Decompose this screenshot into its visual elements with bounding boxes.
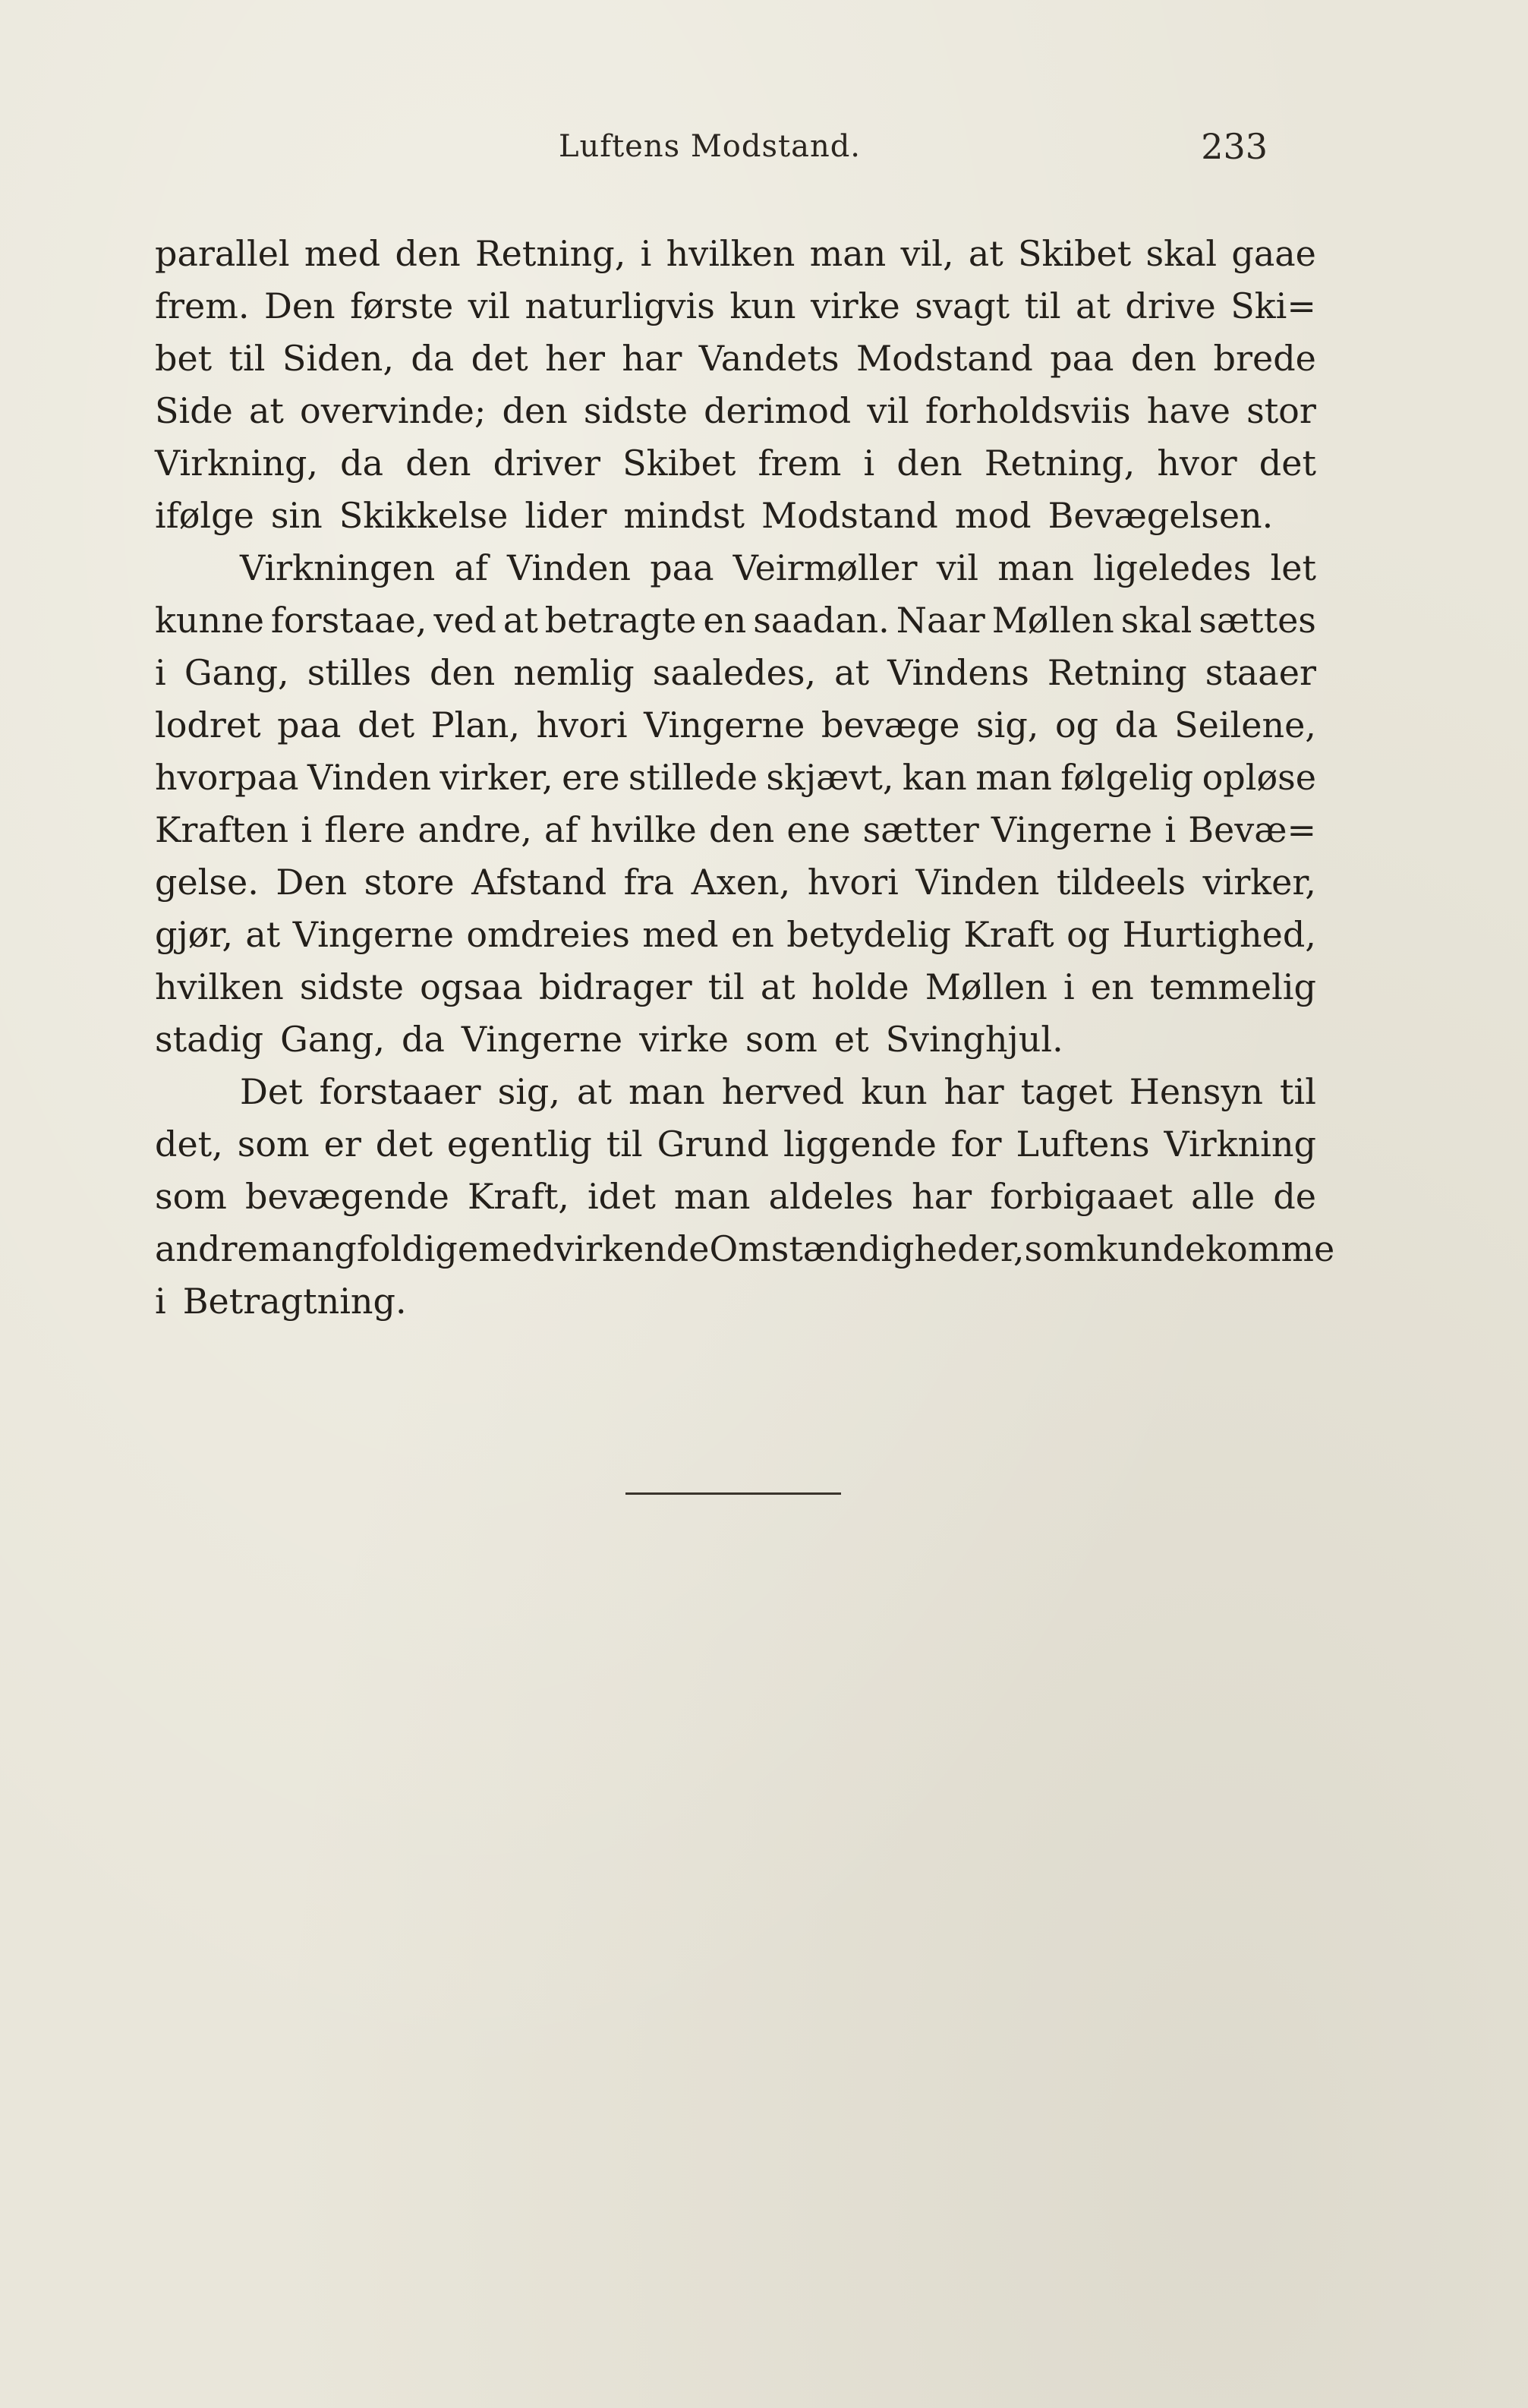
text-line: som bevægende Kraft, idet man aldeles har forbigaaet alle de [155, 1176, 1316, 1217]
page-number: 233 [1201, 126, 1268, 167]
text-line: hvilken sidste ogsaa bidrager til at holde Møllen i en temmelig [155, 966, 1316, 1007]
text-line: Kraften i flere andre, af hvilke den ene sætter Vingerne i Bevæ= [155, 809, 1316, 850]
text-line: Det forstaaer sig, at man herved kun har taget Hensyn til [240, 1071, 1316, 1112]
text-line: parallel med den Retning, i hvilken man vil, at Skibet skal gaae [155, 233, 1316, 274]
text-line: det, som er det egentlig til Grund liggende for Luftens Virkning [155, 1124, 1316, 1165]
text-line: frem. Den første vil naturligvis kun virke svagt til at drive Ski= [155, 285, 1316, 326]
text-line: gjør, at Vingerne omdreies med en betydelig Kraft og Hurtighed, [155, 914, 1316, 955]
running-head [152, 126, 1268, 175]
paragraph [155, 542, 1316, 1066]
body-text [155, 228, 1335, 1328]
paragraph [155, 228, 1316, 542]
text-line: hvorpaa Vinden virker, ere stillede skjævt, kan man følgelig opløse [155, 757, 1316, 798]
text-line: Virkningen af Vinden paa Veirmøller vil man ligeledes let [240, 547, 1316, 588]
section-end-rule [625, 1492, 841, 1495]
text-line: stadig Gang, da Vingerne virke som et Svinghjul. [155, 1019, 1063, 1060]
text-line: gelse. Den store Afstand fra Axen, hvori Vinden tildeels virker, [155, 862, 1316, 903]
text-line: lodret paa det Plan, hvori Vingerne bevæge sig, og da Seilene, [155, 704, 1316, 745]
running-title: Luftens Modstand. [558, 129, 862, 164]
text-line: kunne forstaae, ved at betragte en saadan. Naar Møllen skal sættes [155, 600, 1316, 641]
text-line: ifølge sin Skikkelse lider mindst Modstand mod Bevægelsen. [155, 495, 1274, 536]
text-line: Virkning, da den driver Skibet frem i den Retning, hvor det [155, 443, 1316, 484]
text-line: andre mangfoldige medvirkende Omstændigheder, som kunde komme [155, 1228, 1335, 1269]
text-line: Side at overvinde; den sidste derimod vil forholdsviis have stor [155, 390, 1316, 431]
paragraph [155, 1066, 1335, 1328]
text-line: bet til Siden, da det her har Vandets Modstand paa den brede [155, 338, 1316, 379]
text-line: i Betragtning. [155, 1281, 407, 1322]
text-line: i Gang, stilles den nemlig saaledes, at Vindens Retning staaer [155, 652, 1316, 693]
